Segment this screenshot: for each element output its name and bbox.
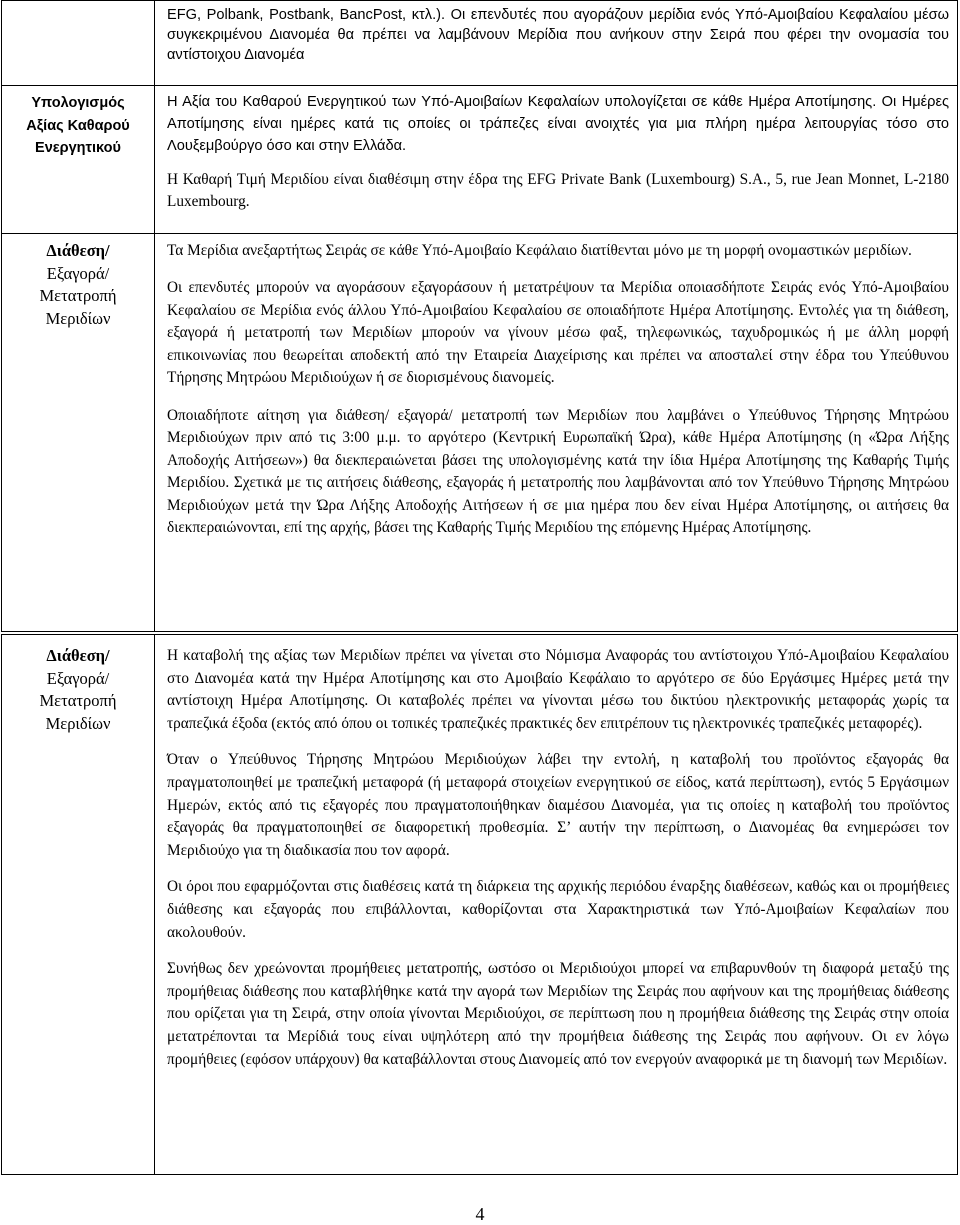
page-number: 4 bbox=[475, 1204, 485, 1224]
dist-content-cell bbox=[155, 234, 958, 632]
nav-label: Υπολογισμός Αξίας Καθαρού Ενεργητικού bbox=[26, 95, 130, 156]
nav-content-cell bbox=[155, 86, 958, 234]
payment-paragraph-3: Οι όροι που εφαρμόζονται στις διαθέσεις κατά τη διάρκεια της αρχικής περιόδου έναρξης διαθέσεων, καθώς και οι προμήθειες διάθεσης και εξαγοράς που επιβάλλονται, καθορίζονται στα Χαρακτηριστικά των Υπό-Αμοιβαίων Κεφαλαίων που ακολουθούν. bbox=[167, 878, 949, 941]
payment-paragraph-4: Συνήθως δεν χρεώνονται προμήθειες μετατροπής, ωστόσο οι Μεριδιούχοι μπορεί να επιβαρυνθούν τη διαφορά μεταξύ της προμήθειας διάθεσης που καταβλήθηκε κατά την αγορά των Μεριδίων της Σειράς που αφήνουν και της προμήθειας διάθεσης που ορίζεται για τη Σειρά, στην οποία γίνονται Μεριδιούχοι, σε περίπτωση που η προμήθεια διάθεσης της Σειράς στην οποία μετατρέπονται τα Μερίδιά τους είναι υψηλότερη από την προμήθεια διάθεσης της Σειράς που αφήνουν. Οι εν λόγω προμήθειες (εφόσον υπάρχουν) θα καταβάλλονται στους Διανομείς από τον ενεργούν αναφορικά με τη διανομή των Μεριδίων. bbox=[167, 960, 949, 1068]
intro-paragraph: EFG, Polbank, Postbank, BancPost, κτλ.). Οι επενδυτές που αγοράζουν μερίδια ενός Υπό-Αμοιβαίου Κεφαλαίου μέσω συγκεκριμένου Διανομέα θα πρέπει να λαμβάνουν Μερίδια που ανήκουν στην Σειρά που φέρει την ονομασία του αντίστοιχου Διανομέα bbox=[167, 7, 949, 63]
payment-paragraph-1: Η καταβολή της αξίας των Μεριδίων πρέπει να γίνεται στο Νόμισμα Αναφοράς του αντίστοιχου Υπό-Αμοιβαίου Κεφαλαίου στο Διανομέα κατά την Ημέρα Αποτίμησης και στο Αμοιβαίο Κεφάλαιο το αργότερο σε δύο Εργάσιμες Ημέρες μετά την αντίστοιχη Ημέρα Αποτίμησης. Οι καταβολές πρέπει να γίνονται μέσω του δικτύου ηλεκτρονικής μεταφοράς χωρίς τα τραπεζικά έξοδα (εκτός από όπου οι τοπικές τραπεζικές πρακτικές δεν επιτρέπουν τις ηλεκτρονικές τραπεζικές μεταφορές). bbox=[167, 647, 949, 732]
payment-label: Διάθεση/ Εξαγορά/ Μετατροπή Μεριδίων bbox=[39, 646, 117, 733]
intro-cell bbox=[155, 1, 958, 86]
dist-paragraph-2: Οι επενδυτές μπορούν να αγοράσουν εξαγοράσουν ή μετατρέψουν τα Μερίδια οποιασδήποτε Σειράς ενός Υπό-Αμοιβαίου Κεφαλαίου σε Μερίδια ενός άλλου Υπό-Αμοιβαίου Κεφαλαίου σε οποιαδήποτε Ημέρα Αποτίμησης. Εντολές για τη διάθεση, εξαγορά ή μετατροπή των Μεριδίων μπορούν να γίνουν μέσω φαξ, τηλεφωνικώς, ταχυδρομικώς ή με άλλη μορφή επικοινωνίας που θεωρείται αποδεκτή από την Εταιρεία Διαχείρισης και πρέπει να αποσταλεί στην έδρα του Υπεύθυνου Τήρησης Μητρώου Μεριδιούχων ή σε διορισμένους διανομείς. bbox=[167, 279, 949, 386]
label-cell-dist bbox=[2, 234, 155, 632]
label-cell-payment bbox=[2, 635, 155, 1175]
dist-paragraph-3: Οποιαδήποτε αίτηση για διάθεση/ εξαγορά/ μετατροπή των Μεριδίων που λαμβάνει ο Υπεύθυνος Τήρησης Μητρώου Μεριδιούχων πριν από τις 3:00 μ.μ. το αργότερο (Κεντρική Ευρωπαϊκή Ώρα), κάθε Ημέρα Αποτίμησης (η «Ώρα Λήξης Αποδοχής Αιτήσεων») θα διεκπεραιώνεται βάσει της υπολογισμένης κατά την ίδια Ημέρα Αποτίμησης της Καθαρής Τιμής Μεριδίου. Σχετικά με τις αιτήσεις διάθεσης, εξαγοράς ή μετατροπής που λαμβάνονται από τον Υπεύθυνο Τήρησης Μητρώου Μεριδιούχων μετά την Ώρα Λήξης Αποδοχής Αιτήσεων ή σε μια ημέρα που δεν είναι Ημέρα Αποτίμησης, οι αιτήσεις θα διεκπεραιώνονται, επί της αρχής, βάσει της Καθαρής Τιμής Μεριδίου της επόμενης Ημέρας Αποτίμησης. bbox=[167, 406, 949, 536]
nav-paragraph-2: Η Καθαρή Τιμή Μεριδίου είναι διαθέσιμη στην έδρα της EFG Private Bank (Luxembourg) S.A., 5, rue Jean Monnet, L-2180 Luxembourg. bbox=[167, 171, 949, 210]
nav-paragraph-1: Η Αξία του Καθαρού Ενεργητικού των Υπό-Αμοιβαίων Κεφαλαίων υπολογίζεται σε κάθε Ημέρα Αποτίμησης. Οι Ημέρες Αποτίμησης είναι ημέρες κατά τις οποίες οι τράπεζες είναι ανοιχτές για μια πλήρη ημέρα λειτουργίας τόσο στο Λουξεμβούργο όσο και στην Ελλάδα. bbox=[167, 94, 949, 154]
section-table-1 bbox=[1, 0, 958, 632]
payment-content-cell bbox=[155, 635, 958, 1175]
dist-paragraph-1: Τα Μερίδια ανεξαρτήτως Σειράς σε κάθε Υπό-Αμοιβαίο Κεφάλαιο διατίθενται μόνο με τη μορφή ονομαστικών μεριδίων. bbox=[167, 242, 912, 259]
label-cell-nav bbox=[2, 86, 155, 234]
section-table-2 bbox=[1, 634, 958, 1175]
empty-label-cell bbox=[2, 1, 155, 86]
dist-label: Διάθεση/ Εξαγορά/ Μετατροπή Μεριδίων bbox=[39, 241, 117, 328]
payment-paragraph-2: Όταν ο Υπεύθυνος Τήρησης Μητρώου Μεριδιούχων λάβει την εντολή, η καταβολή του προϊόντος εξαγοράς θα πραγματοποιηθεί με τραπεζική μεταφορά (ή μεταφορά στοιχείων ενεργητικού σε είδος, κατά περίπτωση), εντός 5 Εργάσιμων Ημερών, εκτός από τις εξαγορές που πραγματοποιήθηκαν διαμέσου Διανομέα, για τις οποίες η καταβολή του προϊόντος εξαγοράς θα πραγματοποιηθεί σε διαφορετική προθεσμία. Σ’ αυτήν την περίπτωση, ο Διανομέας θα ενημερώσει τον Μεριδιούχο για τη διαδικασία που τον αφορά. bbox=[167, 751, 949, 859]
